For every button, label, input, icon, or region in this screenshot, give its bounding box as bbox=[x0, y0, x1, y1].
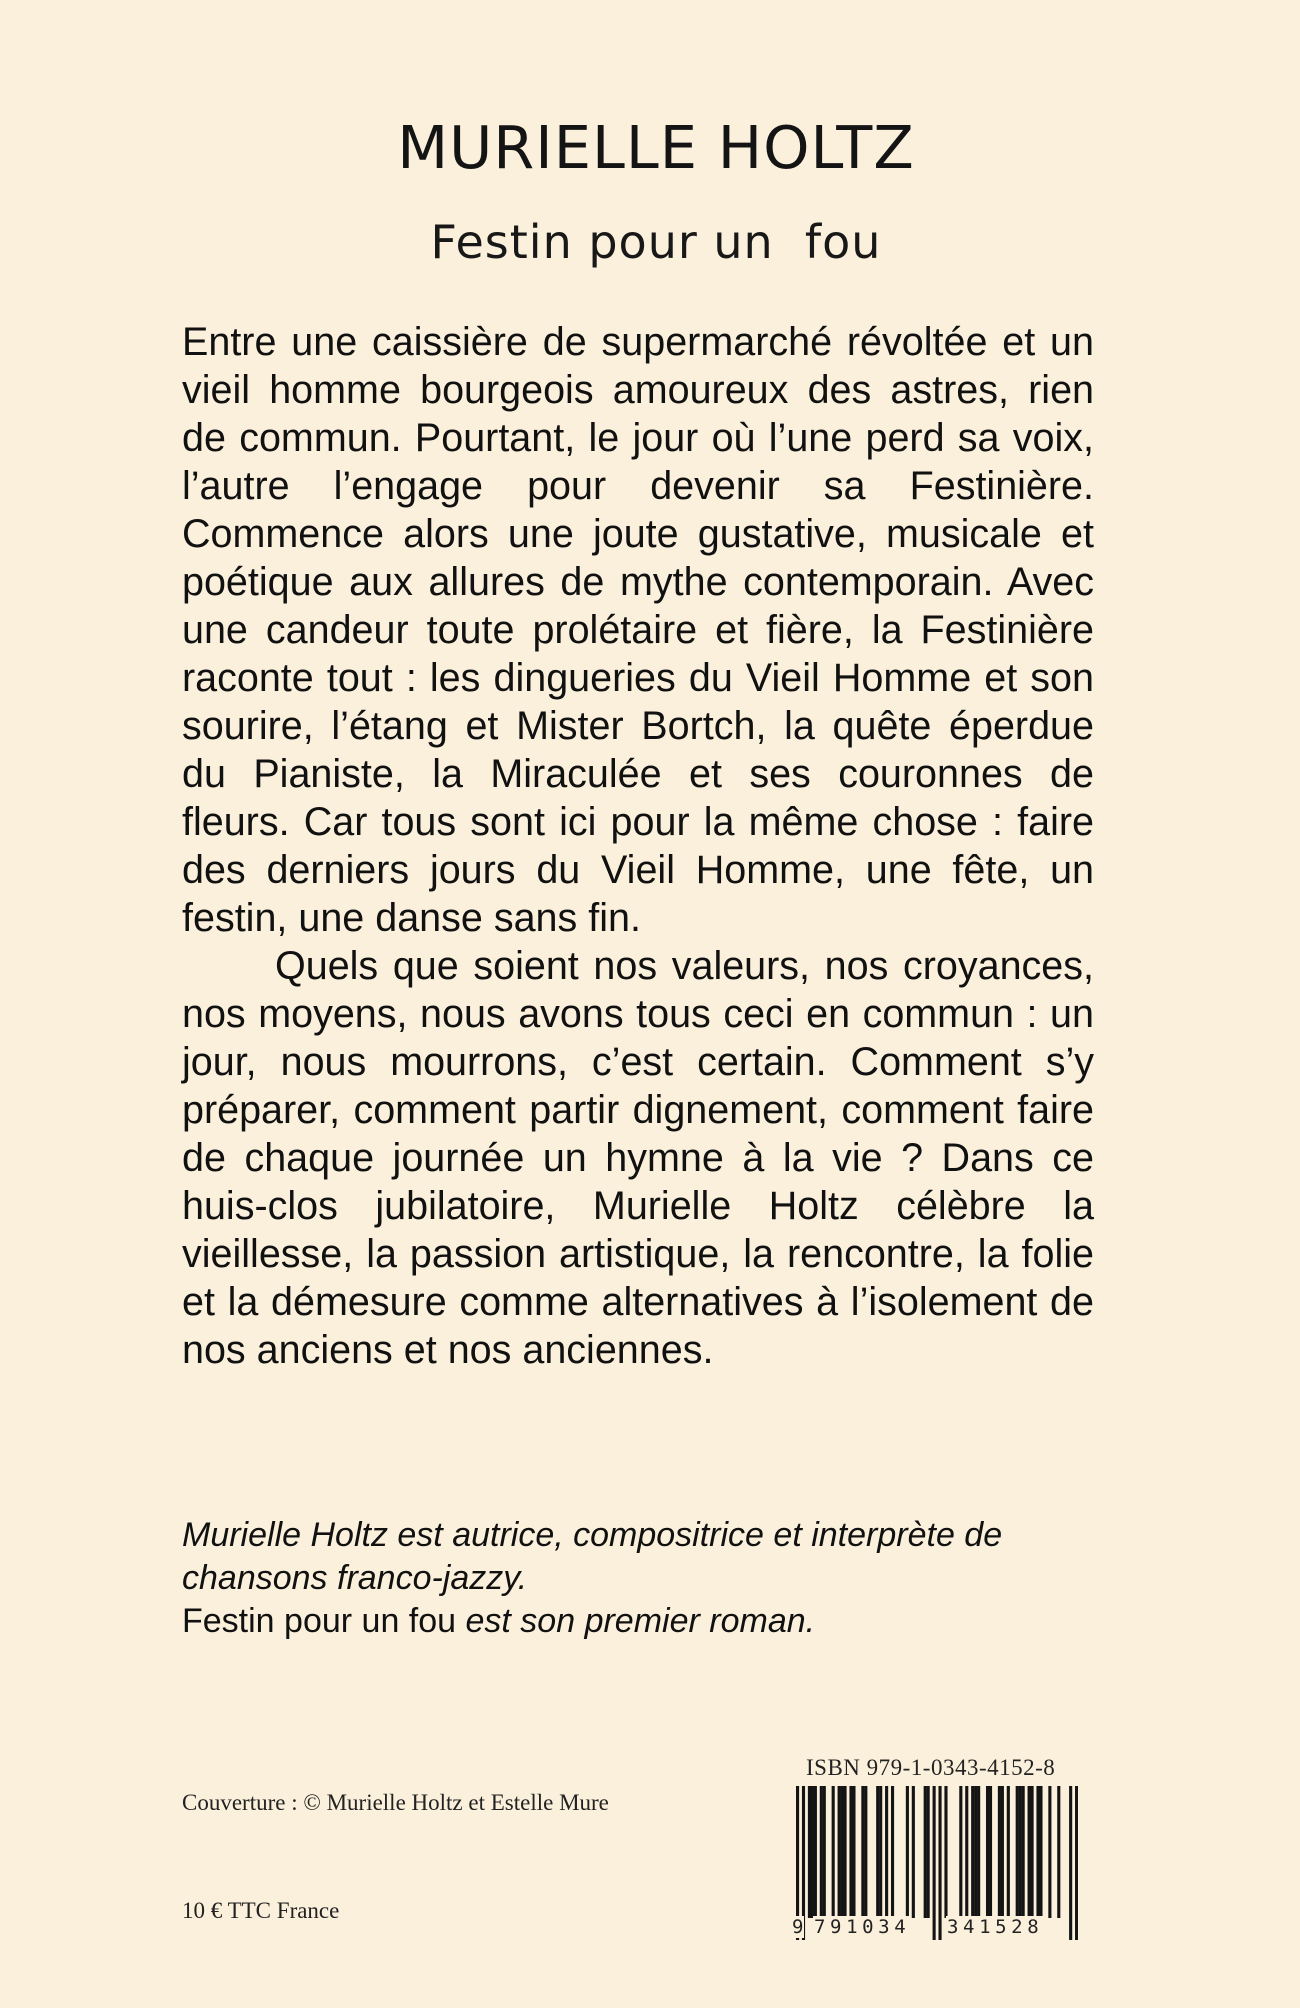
cover-credit: Couverture : © Murielle Holtz et Estelle Mure bbox=[182, 1790, 609, 1815]
barcode-bar bbox=[965, 1786, 968, 1918]
bio-line-2-rest: est son premier roman. bbox=[456, 1602, 816, 1640]
barcode-bar bbox=[852, 1786, 855, 1918]
isbn: ISBN 979-1-0343-4152-8 bbox=[806, 1755, 1056, 1780]
barcode-bar bbox=[998, 1786, 1001, 1918]
barcode-bar bbox=[1016, 1786, 1019, 1918]
barcode-digits bbox=[791, 1916, 1081, 1940]
barcode-bar bbox=[864, 1786, 867, 1918]
blurb bbox=[182, 318, 1094, 1374]
author-bio bbox=[182, 1514, 1094, 1643]
barcode-bar bbox=[832, 1786, 835, 1918]
barcode-bar bbox=[891, 1786, 894, 1918]
barcode-bar bbox=[849, 1786, 852, 1918]
barcode-bar bbox=[927, 1786, 930, 1918]
barcode-bar bbox=[959, 1786, 962, 1918]
barcode-bar bbox=[820, 1786, 823, 1918]
barcode-bar bbox=[912, 1786, 915, 1918]
price: 10 € TTC France bbox=[182, 1898, 340, 1923]
barcode-bar bbox=[1039, 1786, 1042, 1918]
barcode-digit-first: 9 bbox=[792, 1916, 804, 1938]
barcode-bar bbox=[986, 1786, 989, 1918]
barcode-bar bbox=[974, 1786, 977, 1918]
barcode-bar bbox=[876, 1786, 879, 1918]
barcode-digits-left: 791034 bbox=[814, 1916, 911, 1938]
bio-line-1: Murielle Holtz est autrice, compositrice et interprète de chansons franco-jazzy. bbox=[182, 1516, 1003, 1597]
barcode-bar bbox=[989, 1786, 992, 1918]
barcode-bar bbox=[1036, 1786, 1039, 1918]
bio-book-title: Festin pour un fou bbox=[182, 1602, 457, 1640]
book-title: Festin pour un fou bbox=[430, 215, 882, 269]
barcode-bar bbox=[808, 1786, 811, 1918]
blurb-paragraph-1: Entre une caissière de supermarché révoltée et un vieil homme bourgeois amoureux des astres, rien de commun. Pourtant, le jour où l’une perd sa voix, l’autre l’engage pour devenir sa Festinière. Commence alors une joute gustative, musicale et poétique aux allures de mythe contemporain. Avec une candeur toute prolétaire et fière, la Festinière raconte tout : les dingueries du Vieil Homme et son sourire, l’étang et Mister Bortch, la quête éperdue du Pianiste, la Miraculée et ses couronnes de fleurs. Car tous sont ici pour la même chose : faire des derniers jours du Vieil Homme, une fête, un festin, une danse sans fin. bbox=[182, 320, 1094, 940]
barcode-bar bbox=[879, 1786, 882, 1918]
barcode-bar bbox=[924, 1786, 927, 1918]
barcode-bar bbox=[1007, 1786, 1010, 1918]
blurb-paragraph-2: Quels que soient nos valeurs, nos croyances, nos moyens, nous avons tous ceci en commun : un jour, nous mourrons, c’est certain. Comment s’y préparer, comment partir dignement, comment faire de chaque journée un hymne à la vie ? Dans ce huis-clos jubilatoire, Murielle Holtz célèbre la vieillesse, la passion artistique, la rencontre, la folie et la démesure comme alternatives à l’isolement de nos anciens et nos anciennes. bbox=[182, 944, 1094, 1372]
barcode-digits-right: 341528 bbox=[947, 1916, 1044, 1938]
barcode-bar bbox=[1001, 1786, 1004, 1918]
barcode-bar bbox=[1031, 1786, 1034, 1918]
barcode-bar bbox=[823, 1786, 826, 1918]
barcode-bar bbox=[977, 1786, 980, 1918]
barcode-bar bbox=[885, 1786, 888, 1918]
barcode-bar bbox=[906, 1786, 909, 1918]
barcode-bar bbox=[1019, 1786, 1022, 1918]
barcode-bar bbox=[843, 1786, 846, 1918]
barcode-bar bbox=[1022, 1786, 1025, 1918]
barcode-bar bbox=[1057, 1786, 1060, 1918]
barcode-bar bbox=[1048, 1786, 1051, 1918]
barcode-bar bbox=[971, 1786, 974, 1918]
barcode-bar bbox=[814, 1786, 817, 1918]
barcode-bar bbox=[838, 1786, 841, 1918]
barcode-bar bbox=[861, 1786, 864, 1918]
barcode-bar bbox=[944, 1786, 947, 1918]
barcode-bar bbox=[811, 1786, 814, 1918]
barcode-bar bbox=[841, 1786, 844, 1918]
bio-line-2 bbox=[182, 1600, 1094, 1643]
barcode-bar bbox=[1028, 1786, 1031, 1918]
author-name: MURIELLE HOLTZ bbox=[397, 113, 915, 182]
